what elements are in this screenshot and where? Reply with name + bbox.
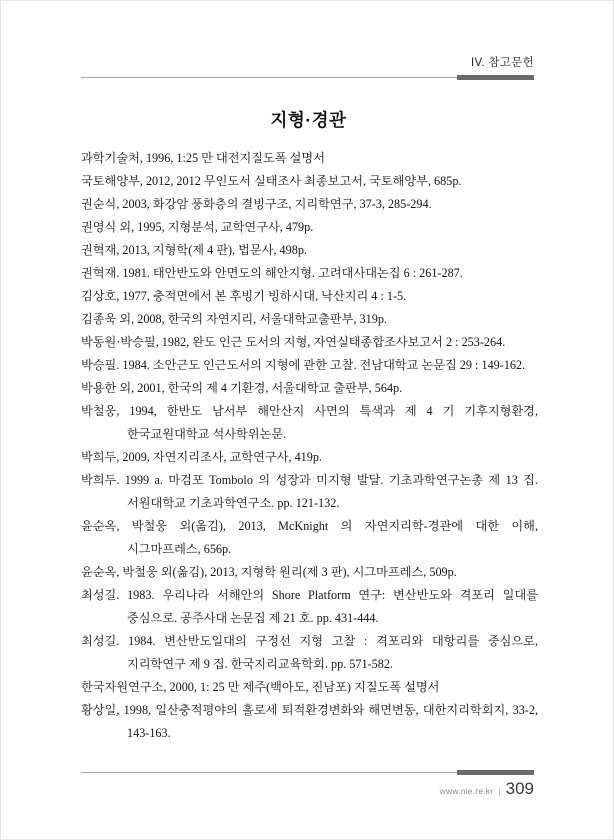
page-title: 지형·경관	[270, 110, 347, 130]
reference-entry: 황상일, 1998, 일산충적평야의 홀로세 퇴적환경변화와 해면변동, 대한지리학회지, 33-2, 143-163.	[81, 703, 538, 740]
reference-entry: 박희두. 1999 a. 마검포 Tombolo 의 성장과 미지형 발달. 기초과학연구논총 제 13 집. 서원대학교 기초과학연구소. pp. 121-132.	[81, 473, 538, 510]
reference-entry: 과학기술처, 1996, 1:25 만 대전지질도폭 설명서	[81, 151, 325, 165]
reference-entry: 최성길. 1983. 우리나라 서해안의 Shore Platform 연구: 변산반도와 격포리 일대를 중심으로. 공주사대 논문집 제 21 호. pp. 431-444.	[81, 588, 538, 625]
reference-entry: 윤순옥, 박철웅 외(옮김), 2013, 지형학 원리(제 3 판), 시그마프레스, 509p.	[81, 565, 457, 579]
reference-entry: 박동원·박승필, 1982, 완도 인근 도서의 지형, 자연실태종합조사보고서 2 : 253-264.	[81, 335, 506, 349]
footer	[440, 779, 534, 799]
page-number: 309	[505, 779, 534, 798]
site-url: www.nie.re.kr	[439, 786, 494, 796]
reference-entry: 박희두, 2009, 자연지리조사, 교학연구사, 419p.	[81, 450, 322, 464]
footer-separator: |	[498, 786, 501, 796]
reference-entry: 윤순옥, 박철웅 외(옮김), 2013, McKnight 의 자연지리학-경관에 대한 이해, 시그마프레스, 656p.	[81, 519, 538, 556]
reference-entry: 박철웅, 1994, 한반도 남서부 해안산지 사면의 특색과 제 4 기 기후지형환경, 한국교원대학교 석사학위논문.	[81, 404, 538, 441]
reference-entry: 국토해양부, 2012, 2012 무인도서 실태조사 최종보고서, 국토해양부, 685p.	[81, 174, 462, 188]
reference-entry: 권영식 외, 1995, 지형분석, 교학연구사, 479p.	[81, 220, 314, 234]
footer-rule-accent	[457, 770, 534, 775]
reference-entry: 최성길. 1984. 변산반도일대의 구정선 지형 고찰 : 격포리와 대항리를 중심으로, 지리학연구 제 9 집. 한국지리교육학회. pp. 571-582.	[81, 634, 538, 671]
reference-entry: 권순식, 2003, 화강암 풍화층의 결빙구조, 지리학연구, 37-3, 285-294.	[81, 197, 432, 211]
reference-entry: 박승필. 1984. 소안근도 인근도서의 지형에 관한 고찰. 전남대학교 논문집 29 : 149-162.	[81, 358, 526, 372]
reference-entry: 김상호, 1977, 충적면에서 본 후빙기 빙하시대, 낙산지리 4 : 1-5.	[81, 289, 407, 303]
section-label: IV. 참고문헌	[470, 57, 534, 69]
references-list	[81, 147, 538, 745]
reference-entry: 권혁재. 1981. 태안반도와 안면도의 해안지형. 고려대사대논집 6 : 261-287.	[81, 266, 463, 280]
reference-entry: 박용한 외, 2001, 한국의 제 4 기환경, 서울대학교 출판부, 564p.	[81, 381, 403, 395]
header-rule-accent	[457, 75, 534, 80]
reference-entry: 한국자원연구소, 2000, 1: 25 만 제주(백아도, 진남포) 지질도폭 설명서	[81, 680, 440, 694]
reference-entry: 김종욱 외, 2008, 한국의 자연지리, 서울대학교출판부, 319p.	[81, 312, 387, 326]
reference-entry: 권혁재, 2013, 지형학(제 4 판), 법문사, 498p.	[81, 243, 307, 257]
